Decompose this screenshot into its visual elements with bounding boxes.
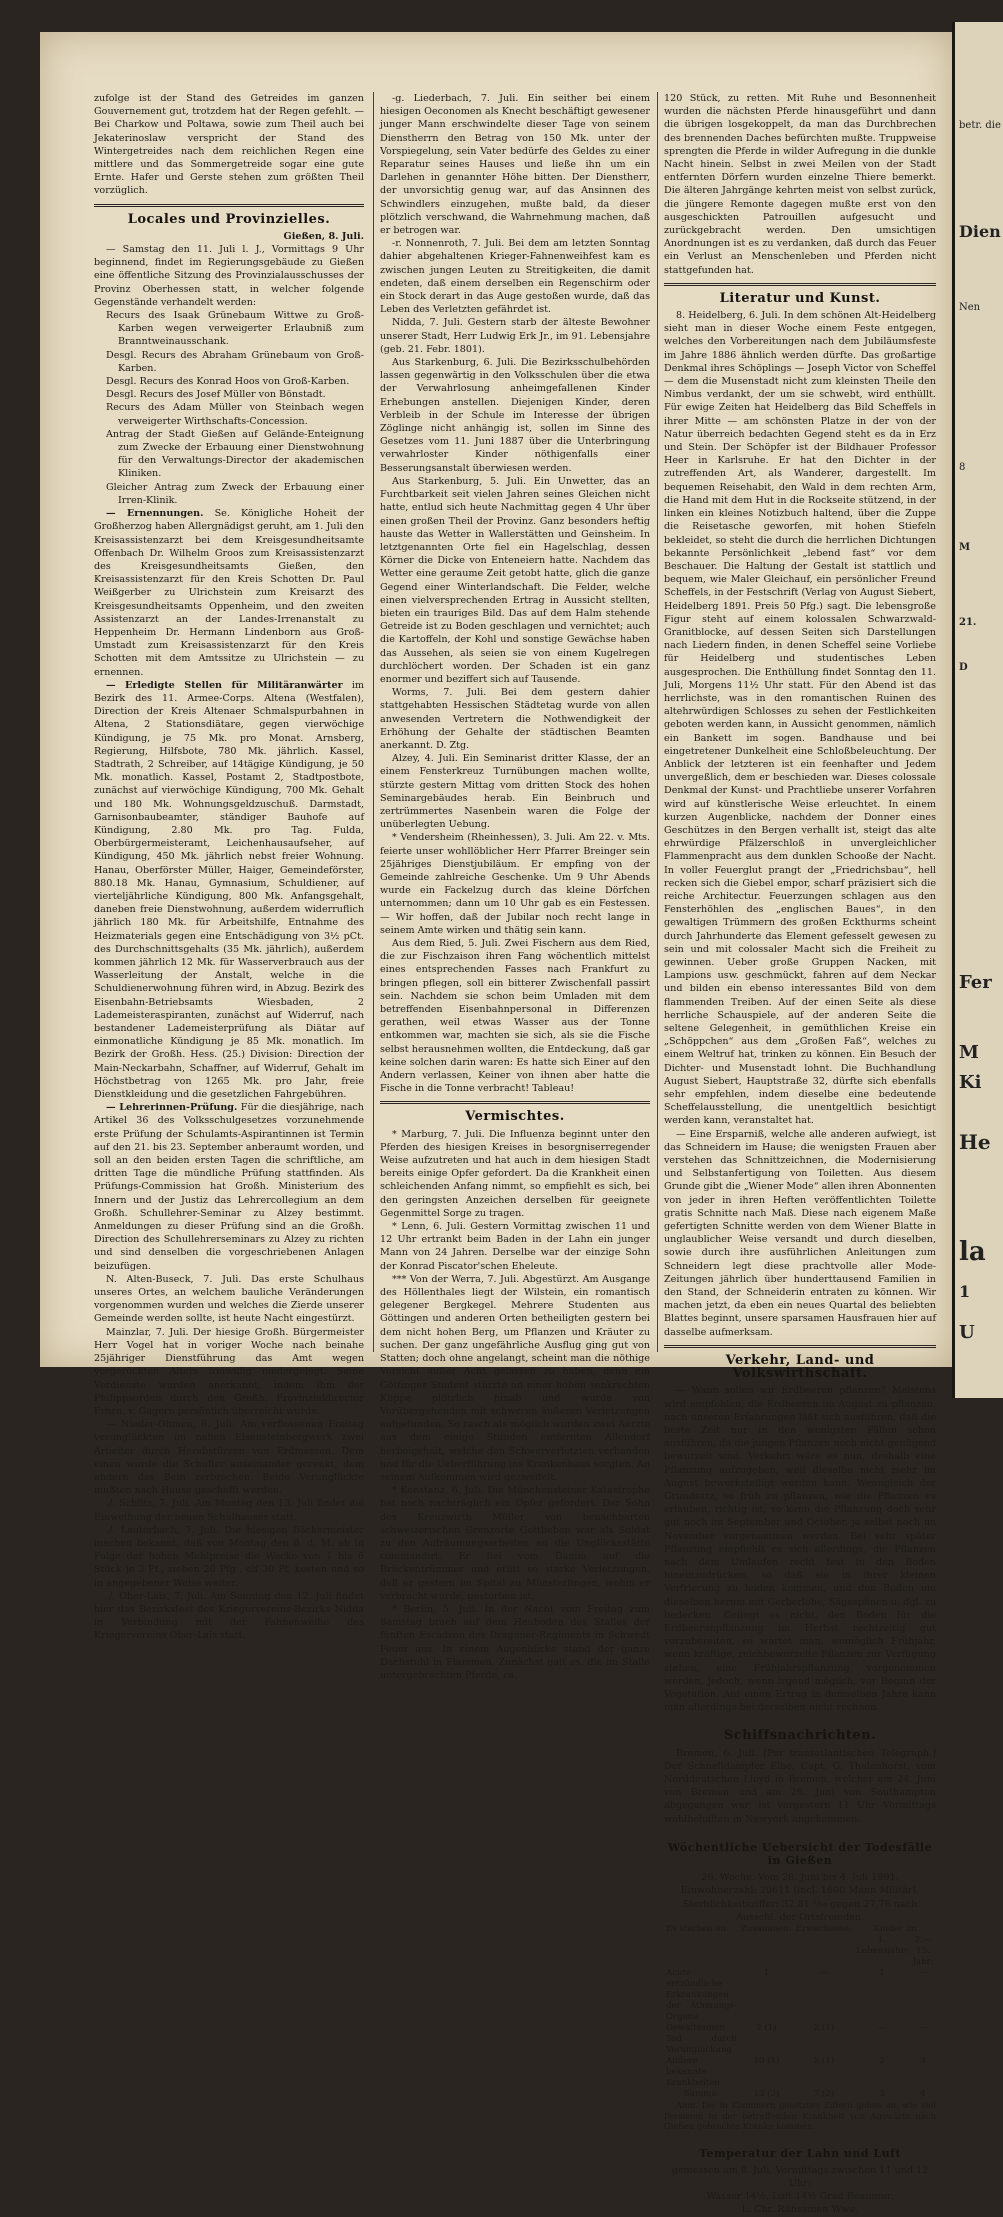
temperature-line: Wasser 14½, Luft 14½ Grad Reaumur. <box>706 2191 894 2203</box>
table-cell: 2 <box>879 2056 885 2067</box>
fragment-text: M <box>959 1042 979 1063</box>
table-cell: 1 <box>763 1968 770 1979</box>
list-item: Gleicher Antrag zum Zweck der Erbauung einer Irren-Klinik. <box>106 481 364 506</box>
article-vendersheim: * Vendersheim (Rheinhessen), 3. Juli. Am 22. v. Mts. feierte unser wohllöblicher Herr Pfarrer Breinger sein 25jähriges Dienstjubiläum. Er empfing von der Gemeinde zahlreiche Geschenke. Um 9 Uhr Abends wurde ein Fackelzug durch das kleine Dörfchen unternommen; dann um 10 Uhr gab es ein Festessen. — Wir hoffen, daß der Jubilar noch recht lange in seinem Amte wirken und thätig sein kann. <box>380 832 650 936</box>
article-lehrer <box>94 1101 364 1273</box>
temperature-signature: L. Chr. Rühsamen Wwe. <box>741 2204 859 2216</box>
section-title-temperatur: Temperatur der Lahn und Luft <box>699 2146 901 2160</box>
list-item: Recurs des Isaak Grünebaum Wittwe zu Groß-Karben wegen verweigerter Erlaubniß zum Branntweinausschank. <box>106 310 364 348</box>
table-cell: Gewaltsamen Tod durch Verunglückung <box>666 2023 737 2056</box>
article-label: — Ernennungen. <box>106 508 204 520</box>
section-title-schiffsnachrichten: Schiffsnachrichten. <box>723 1728 877 1744</box>
article-intro: zufolge ist der Stand des Getreides im ganzen Gouvernement gut, trotzdem hat der Regen gefehlt. — Bei Charkow und Poltawa, sowie zum Theil auch bei Jekaterinoslaw verspricht der Stand des Wintergetreides nach dem reichlichen Regen eine mittlere und das Sommergetreide sogar eine gute Ernte. Hafer und Gerste stehen zum größten Theil vorzüglich. <box>94 93 364 197</box>
table-cell: Summa: <box>683 2089 720 2100</box>
article-schlitz: ./. Schlitz, 7. Juli. Am Montag den 13. Juli findet die Einweihung der neuen Schulhauses statt. <box>94 1498 364 1523</box>
article-ersparnis: — Eine Ersparniß, welche alle anderen aufwiegt, ist das Schneidern im Hause; die wenigsten Frauen aber verstehen das Schnittzeichnen, die Modernisierung und Selbstanfertigung von Toiletten. Aus diesem Grunde gibt die „Wiener Mode“ allen ihren Abonnenten von jeder in ihren Heften veröffentlichten Toilette gratis Schnitte nach Maß. Diese nach eigenem Maße gefertigten Schnitte werden von dem Wiener Blatte in unglaublicher Weise versandt und durch dieselben, sowie durch ihre ausführlichen Anleitungen zum Schneidern legt diese prachtvolle aller Mode-Zeitungen jährlich über hunderttausend Familien in den Stand, der Schneiderin entraten zu können. Wir machen jetzt, da eben ein neues Quartal des beliebten Blattes beginnt, unsere sparsamen Hausfrauen hier auf dasselbe aufmerksam. <box>664 1128 936 1338</box>
article-ried: Aus dem Ried, 5. Juli. Zwei Fischern aus dem Ried, die zur Fischzaison ihren Fang wöchentlich mittelst eines entsprechenden Fasses nach Frankfurt zu bringen pflegen, soll ein bitterer Zwischenfall passirt sein. Nachdem sie schon beim Umladen mit dem betreffenden Eisenbahnpersonal in Differenzen gerathen, weil etwas Wasser aus der Tonne entkommen war, machten sie sich, als sie die Fische selbst herausnehmen wollten, die Entdeckung, daß gar keine solchen darin waren: Es hatte sich Einer auf den Andern verlassen, Keiner von ihnen aber hatte die Fische in die Tonne verbracht! Tableau! <box>380 938 650 1095</box>
stats-population: Einwohnerzahl: 20611 (incl. 1600 Mann Militär). <box>680 1885 920 1897</box>
divider <box>664 1832 936 1835</box>
table-header: 2.—15. Jahr: <box>912 1935 934 1968</box>
article-marburg: * Marburg, 7. Juli. Die Influenza beginnt unter den Pferden des hiesigen Kreises in besorgniserregender Weise aufzutreten und hat auch in dem hiesigen Stadt bereits einige Opfer gefordert. Da die Krankheit einen schleichenden Anfang nimmt, so empfiehlt es sich, bei den geringsten Anzeichen derselben für geeignete Gegenmittel Sorge zu tragen. <box>380 1128 650 1219</box>
article-bremen: Bremen, 6. Juli. [Per transatlantischen Telegraph.] Der Schnelldampfer Elbe, Capt. G. Thalenhorst, vom Norddeutschen Lloyd in Bremen, welcher am 24. Juni von Bremen und am 26. Juni von Southampton abgegangen war, ist vorgestern 11 Uhr Vormittags wohlbehalten in Newyork angekommen. <box>664 1747 936 1825</box>
table-row <box>664 2056 936 2089</box>
table-cell: Andere bekannte Krankheiten <box>666 2056 720 2089</box>
list-item: Desgl. Recurs des Abraham Grünebaum von Groß-Karben. <box>106 349 364 374</box>
fragment-text: He <box>959 1130 991 1154</box>
table-header <box>854 1924 936 1935</box>
fragment-text: D <box>959 662 968 673</box>
fragment-text: 8 <box>959 462 966 473</box>
table-header: 1. Lebensjahr: <box>856 1935 908 1957</box>
section-title-literatur: Literatur und Kunst. <box>719 290 881 306</box>
table-cell: — <box>819 1968 829 1979</box>
table-cell: 4 <box>920 2089 926 2100</box>
divider <box>664 2138 936 2141</box>
section-title-todesfaelle: Wöchentliche Uebersicht der Todesfälle in Gießen <box>667 1840 933 1867</box>
table-cell: 1 <box>879 1968 885 1979</box>
column-2 <box>380 92 650 1682</box>
table-cell: 7 (2) <box>813 2089 835 2100</box>
article-body: im Bezirk des 11. Armee-Corps. Altena (Westfalen), Direction der Kreis Altenaer Schmalspurbahnen in Altena, 2 Stationsdiätare, gegen vierwöchige Kündigung, je 75 Mk. pro Monat. Arnsberg, Regierung, Hilfsbote, 780 Mk. jährlich. Kassel, Stadtrath, 2 Schreiber, auf 14tägige Kündigung, je 50 Mk. monatlich. Kassel, Postamt 2, Stadtpostbote, zunächst auf vierwöchige Kündigung, 700 Mk. Gehalt und 180 Mk. Wohnungsgeldzuschuß. Darmstadt, Garnisonbaubeamter, ständiger Bauhofe auf Kündigung, 2.80 Mk. pro Tag. Fulda, Oberbürgermeisteramt, Leichenhausaufseher, auf Kündigung, 450 Mk. jährlich nebst freier Wohnung. Hanau, Oberförster Müller, Haiger, Gemeindeförster, 880.18 Mk. Hanau, Gymnasium, Schuldiener, auf vierteljährliche Kündigung, 800 Mk. Anfangsgehalt, daneben freie Dienstwohnung, außerdem widerruflich jährlich 180 Mk. für Arbeitshilfe, Entnahme des Heizmaterials gegen eine Entschädigung von 3½ pCt. des Durchschnittsgehalts (35 Mk. jährlich), außerdem kommen jährlich 12 Mk. für Wasserverbrauch aus der Wasserleitung der Anstalt, welche in die Schuldienerwohnung führen wird, in Abzug. Bezirk des Eisenbahn-Betriebsamts Wiesbaden, 2 Lademeisteraspiranten, zunächst auf Widerruf, nach bestandener Lademeisterprüfung als Diätar auf einmonatliche Kündigung je 85 Mk. monatlich. Im Bezirk der Großh. Hess. (25.) Division: Direction der Main-Neckarbahn, Schaffner, auf Widerruf, Gehalt im Höchstbetrag von 1265 Mk. pro Jahr, freie Dienstkleidung und die gesetzlichen Fahrgebühren. <box>94 679 364 1101</box>
list-item: Recurs des Adam Müller von Steinbach wegen verweigerter Wirthschafts-Concession. <box>106 402 364 427</box>
dateline: Gießen, 8. Juli. <box>283 230 364 242</box>
table-header-row <box>664 1935 936 1968</box>
article-stellen <box>94 679 364 1102</box>
article-body: Für die diesjährige, nach Artikel 36 des Volksschulgesetzes vorzunehmende erste Prüfung der Schulamts-Aspirantinnen ist Termin auf den 21. bis 23. September anberaumt worden, und soll an den beiden ersten Tagen die schriftliche, am dritten Tage die mündliche Prüfung stattfinden. Als Prüfungs-Commission hat Großh. Ministerium des Innern und der Justiz das Lehrercollegium an dem Großh. Schullehrer-Seminar zu Alzey bestimmt. Anmeldungen zu dieser Prüfung sind an die Großh. Direction des Schullehrerseminars zu Alzey zu richten und sind denselben die vorgeschriebenen Anlagen beizufügen. <box>94 1102 364 1272</box>
fragment-text: Ki <box>959 1072 982 1093</box>
article-erdbeeren: — Wann sollen wir Erdbeeren pflanzen? Meistens wird empfohlen, die Erdbeeren im August zu pflanzen, nach unseren Erfahrungen läßt sich ausführen, daß die beste Zeit nur in den wenigsten Fällen schon ausführen, da die jungen Pflanzen noch nicht genügend bewurzelt sind. Verkehrt wäre es nun, deshalb eine Pflanzung aufzugeben, weil dieselbe nicht mehr im August bewerkstelligt werden kann. Wenngleich der Grundsatz, so früh zu pflanzen, wie die Pflanzen es erlauben, richtig ist, so kann die Pflanzung doch sehr gut noch im September und October, ja selbst noch im November vorgenommen werden. Bei sehr später Pflanzung empfiehlt es sich allerdings, die Pflanzen nach dem Umlaufen recht fest in den Boden hineinzudrücken, so daß sie in ihrer kleinen Verfrierung zu leiden kommen, und den Boden um dieselben herum mit Gerberlohe, Sägespänen u. dgl. zu bedecken. Gelingt es nicht, den Boden für die Erdbeeranpflanzung im Herbst rechtzeitig gut vorzubereiten, so wartet man, womöglich Frühjahr, wenn kräftige, reichbewurzelte Pflanzen zur Verfügung stehen, eine Frühjahrspflanzung vorgenommen werden, jedoch, wenn irgend möglich, vor Beginn der Vegetation. Auf einen Ertrag in demselben Jahre kann man allerdings bei derselben nicht rechnen. <box>664 1385 936 1714</box>
article-continued: 120 Stück, zu retten. Mit Ruhe und Besonnenheit wurden die nächsten Pferde hinausgeführt und dann die übrigen losgekoppelt, da man das Durchbrechen des brennenden Daches befürchten mußte. Truppweise sprengten die Pferde in wilder Aufregung in die dunkle Nacht hinein. Selbst in zwei Meilen von der Stadt entfernten Dörfern wurden einzelne Thiere bemerkt. Die älteren Jahrgänge kehrten meist von selbst zurück, die jüngere Remonte dagegen mußte erst von den ausgeschickten Patrouillen aufgesucht und zurückgebracht werden. Den umsichtigen Anordnungen ist es zu verdanken, daß durch das Feuer ein Verlust an Menschenleben und Pferden nicht stattgefunden hat. <box>664 93 936 276</box>
newspaper-page <box>40 32 952 2216</box>
divider <box>664 1345 936 1348</box>
divider <box>664 1720 936 1723</box>
table-header-row <box>664 1924 936 1935</box>
table-header-kinder: Kinder <box>873 1924 903 1935</box>
article-mainzlar: Mainzlar, 7. Juli. Der hiesige Großh. Bürgermeister Herr Vogel hat in voriger Woche nach beinahe 25jähriger Dienstführung das Amt wegen vorgerückten Alters freiwillig niedergelegt. Seine Verdienste wurden anerkannt, indem ihm der Philippsorden durch den Großh. Provinzialdirector Frhrn. v. Gagern persönlich überreicht wurde. <box>94 1326 364 1417</box>
adjacent-page-edge <box>952 22 1003 1398</box>
stats-note: Anm. Die in Klammern gesetzten Ziffern geben an, wie viel Personen in der betreffenden Krankheit von Auswärts nach Gießen gebrachte Kranke kommen. <box>664 2100 936 2132</box>
article-nidda: Nidda, 7. Juli. Gestern starb der älteste Bewohner unserer Stadt, Herr Ludwig Erk Jr., im 91. Lebensjahre (geb. 21. Febr. 1801). <box>380 317 650 355</box>
column-3 <box>664 92 936 2217</box>
table-cell: 5 (1) <box>813 2056 835 2067</box>
article-berlin: * Berlin, 5. Juli. In der Nacht vom Freitag zum Samstag brach auf dem Heuboden des Stalles der fünften Escadron des Dragoner-Regiments in Schwedt Feuer aus. In einem Augenblicke stand der ganze Dachstuhl in Flammen. Zunächst galt es, die im Stalle untergebrachten Pferde, ca. <box>380 1603 650 1681</box>
fragment-text: U <box>959 1322 975 1343</box>
fragment-text: Nen <box>959 302 981 313</box>
list-item: Antrag der Stadt Gießen auf Gelände-Enteignung zum Zwecke der Erbauung einer Dienstwohnung für den Verwaltungs-Director der akademischen Kliniken. <box>106 428 364 480</box>
article-ohmen: — Nieder-Ohmen, 6. Juli. Am verflossenen Freitag verunglückten im nahen Eisensteinbergwerk zwei Arbeiter durch Herabstürzen von Erdmassen. Dem einen wurde die Schulter auseinander gerenkt, dem andern das Bein zerbrochen. Beide Verunglückte mußten nach Hause geschafft werden. <box>94 1419 364 1497</box>
article-alzey: Alzey, 4. Juli. Ein Seminarist dritter Klasse, der an einem Fensterkreuz Turnübungen machen wollte, stürzte gestern Mittag vom dritten Stock des hohen Seminargebäudes herab. Ein Beinbruch und zertrümmertes Nasenbein waren die Folge der unüberlegten Uebung. <box>380 753 650 831</box>
temperature-line: gemessen am 8. Juli, Vormittags zwischen 11 und 12 Uhr: <box>671 2164 929 2189</box>
article-starkenburg: Aus Starkenburg, 6. Juli. Die Bezirksschulbehörden lassen gegenwärtig in den Volksschulen über die etwa der Verwahrlosung anheimgefallenen Kinder Erhebungen anstellen. Diejenigen Kinder, deren Verbleib in der Schule im Interesse der übrigen Zöglinge nicht anhängig ist, sollen im Sinne des Gesetzes vom 11. Juni 1887 über die Unterbringung verwahrloster Kinder nöthigenfalls einer Besserungsanstalt überwiesen werden. <box>380 357 650 474</box>
table-cell: 10 (1) <box>753 2056 780 2067</box>
article-lauterbach: ./. Lauterbach, 7. Juli. Die hiesigen Bäckermeister machen bekannt, daß von Montag den 6. d. M. ab in Folge der hohen Mehlpreise die Wecke von 1 bis 6 Stück je 3 Pf., sieben 20 Pfg., elf 30 Pf. kosten und so in angegebener Weise weiter. <box>94 1524 364 1589</box>
table-header: Erwachsene: <box>795 1924 853 1935</box>
table-row <box>664 2089 936 2100</box>
stats-week: 26. Woche. Vom 28. Juni bis 4. Juli 1891. <box>701 1872 899 1884</box>
divider <box>380 1101 650 1104</box>
article-laisz: ./. Ober-Lais, 7. Juli. Am Sonntag den 12. Juli findet hier das Bezirksfest des Kriegervereins-Bezirks Nidda in Verbindung mit der Fahnenweihe des Kriegervereins Ober-Lais statt. <box>94 1590 364 1642</box>
article-konstanz: * Konstanz, 6. Juli. Die Münchensteiner Katastrophe hat noch nachträglich ein Opfer gefordert. Der Sohn des Kreuzwirth Müller von benachbarten schweizerischen Grenzorte Gottlieben war als Soldat zu den Aufräumungsarbeiten an die Unglücksstätte commandirt. Er fiel vom Damm auf die Brückentrümmer und erlitt so starke Verletzungen, daß er gestern im Spital zu Münsterlingen, wohin er verbracht wurde, gestorben ist. <box>380 1485 650 1602</box>
column-1 <box>94 92 364 1643</box>
table-header-im: im <box>905 1924 917 1935</box>
article-nonnenroth: -r. Nonnenroth, 7. Juli. Bei dem am letzten Sonntag dahier abgehaltenen Krieger-Fahnenweihfest kam es zwischen jungen Leuten zu Streitigkeiten, die damit endeten, daß einem derselben ein Regenschirm oder ein Stock derart in das Auge gestoßen wurde, daß das Leben des Verletzten gefährdet ist. <box>380 238 650 316</box>
article-starkenburg-2: Aus Starkenburg, 5. Juli. Ein Unwetter, das an Furchtbarkeit seit vielen Jahren seines Gleichen nicht hatte, entlud sich heute Nachmittag gegen 4 Uhr über einen großen Theil der Provinz. Ganz besonders heftig hauste das Wetter in Wallerstätten und Geinsheim. In letztgenannten Orte fiel ein Hagelschlag, dessen Körner die Dicke von Enteneiern hatte. Nachdem das Wetter eine geraume Zeit getobt hatte, glich die ganze Gegend einer Winterlandschaft. Die Felder, welche einen vielversprechenden Ertrag in Aussicht stellten, bieten ein trauriges Bild. Das auf dem Halm stehende Getreide ist zu Boden geschlagen und vernichtet; auch die Kartoffeln, der Kohl und sonstige Gewächse haben das Aussehen, als seien sie von einem Kugelregen durchlöchert worden. Der Schaden ist ein ganz enormer und beziffert sich auf Tausende. <box>380 475 650 685</box>
deaths-table <box>664 1924 936 2100</box>
table-cell: — <box>918 1968 928 1979</box>
stats-rate: Sterblichkeitsziffer: 32,81 ⁰/₀₀ gegen 27,76 nach Ausschl. der Ortsfremden. <box>682 1898 918 1923</box>
article-lenn: * Lenn, 6. Juli. Gestern Vormittag zwischen 11 und 12 Uhr ertrankt beim Baden in der Lahn ein junger Mann von 24 Jahren. Derselbe war der einzige Sohn der Konrad Piscator'schen Eheleute. <box>380 1221 650 1272</box>
fragment-text: M <box>959 542 971 553</box>
divider <box>94 204 364 207</box>
table-header: Es starben an: <box>666 1924 729 1935</box>
article-label: — Lehrerinnen-Prüfung. <box>106 1102 238 1114</box>
table-cell: 3 <box>920 2056 926 2067</box>
article-heidelberg: 8. Heidelberg, 6. Juli. In dem schönen Alt-Heidelberg sieht man in dieser Woche einem Feste entgegen, welches den Vorbereitungen nach dem Jubiläumsfeste im Jahre 1886 ähnlich werden dürfte. Das großartige Denkmal ihres Schöplings — Joseph Victor von Scheffel — dem die Musenstadt nicht zum kleinsten Theile den Nimbus verdankt, der um sie schwebt, wird enthüllt. Für ewige Zeiten hat Heidelberg das Bild Scheffels in ihrer Mitte — am schönsten Platze in der von der Natur überreich bedachten Gegend steht es da in Erz und Stein. Der Schöpfer ist der Bildhauer Professor Heer in Karlsruhe. Er hat den Dichter in der zutreffenden Art, als Wanderer, dargestellt. Im bequemen Reisehabit, den Wald in dem rechten Arm, die Hand mit dem Hut in die Rockseite stützend, in der linken ein kleines Notizbuch haltend, über die Zuppe die Reisetasche geworfen, mit hohen Stiefeln bekleidet, so steht die durch die herrlichen Dichtungen bekannte Persönlichkeit „lebend fast“ vor dem Beschauer. Die Haltung der Gestalt ist stattlich und bequem, wie Maler Gleichauf, ein persönlicher Freund Scheffels, in der Festschrift (Verlag von August Siebert, Heidelberg 1891. Preis 50 Pfg.) sagt. Die lebensgroße Figur steht auf einem kolossalen Schwarzwald-Granitblocke, auf dessen Seiten sich Darstellungen nach Liedern finden, in denen Scheffel seine Vorliebe für Heidelberg und studentisches Leben ausgesprochen. Die Enthüllung findet Sonntag den 11. Juli, Morgens 11½ Uhr statt. Für den Abend ist das herrlichste, was in den romantischen Ruinen des altehrwürdigen Schlosses zu sehen der Festlichkeiten geboten werden kann, in Aussicht genommen, nämlich ein Bankett im sogen. Bandhause und bei eingetretener Dunkelheit eine Schloßbeleuchtung. Der Anblick der letzteren ist ein feenhafter und Jedem unvergeßlich, dem er beschieden war. Dieses colossale Denkmal der Kunst- und Prachtliebe unserer Vorfahren wird auf künstlerische Weise erleuchtet. In einem kurzen Augenblicke, nachdem der Donner eines Geschützes in den Bergen verhallt ist, steigt das alte ehrwürdige Pfälzerschloß in unvergleichlicher Flammenpracht aus dem dunklen Schooße der Nacht. In voller Feuerglut prangt der „Friedrichsbau“, hell recken sich die Giebel empor, scharf präzisiert sich die reiche Architectur. Feuerzungen schlagen aus den Fensterhöhlen des „englischen Baues“, in den gewaltigen Trümmern des großen Eckthurms scheint durch Jahrhunderte das Element gefesselt gewesen zu sein und mit colossaler Macht sich die Freiheit zu gewinnen. Ueber große Gruppen Nacken, mit Lampions usw. geschmückt, fahren auf dem Neckar und bilden ein ebenso interessantes Bild von dem flammenden Treiben. Auf der einen Seite als diese herrliche Schauspiele, auf der anderen Seite die seltene Gelegenheit, in gemüthlichen Kreise ein „Schöppchen“ aus dem „Großen Faß“, welches zu einem Weltruf hat, trinken zu können. Ein Besuch der Dichter- und Musenstadt lohnt. Die Buchhandlung August Siebert, Hauptstraße 32, dürfte sich ebenfalls sehr empfehlen, indem dieselbe eine bedeutende Scheffelausstellung, die unentgeltlich besichtigt werden kann, veranstaltet hat. <box>664 310 936 1127</box>
fragment-text: Fer <box>959 972 992 993</box>
list-item: Desgl. Recurs des Josef Müller von Bönstadt. <box>106 389 326 401</box>
fragment-text: betr. die <box>959 120 1001 131</box>
section-title-locales: Locales und Provinzielles. <box>127 211 331 227</box>
article-body: Se. Königliche Hoheit der Großherzog haben Allergnädigst geruht, am 1. Juli den Kreisassistenzarzt bei dem Kreisgesundheitsamte Offenbach Dr. Wilhelm Groos zum Kreisassistenzarzt des Kreisgesundheitsamts Gießen, den Kreisassistenzarzt für den Kreis Schotten Dr. Paul Weißgerber zu Ulrichstein zum Kreisarzt des Kreisgesundheitsamts Oppenheim, und den zweiten Assistenzarzt an der Landes-Irrenanstalt zu Heppenheim Dr. Hermann Lindenborn aus Groß-Umstadt zum Kreisassistenzarzt für den Kreis Schotten mit dem Amtssitze zu Ulrichstein — zu ernennen. <box>94 508 364 678</box>
table-cell: 3 <box>879 2089 885 2100</box>
article-liederbach: -g. Liederbach, 7. Juli. Ein seither bei einem hiesigen Oeconomen als Knecht beschäftigt gewesener junger Mann erschwindelte dieser Tage von seinem Dienstherrn den Betrag von 150 Mk. unter der Vorspiegelung, sein Vater bedürfe des Geldes zu einer Reparatur seines Hauses und ließe ihn um ein Darlehen in genannter Höhe bitten. Der Dienstherr, der unvorsichtig genug war, auf das Ansinnen des Schwindlers einzugehen, mußte bald, da dieser plötzlich verschwand, die Wahrnehmung machen, daß er betrogen war. <box>380 93 650 237</box>
list-item: Desgl. Recurs des Konrad Hoos von Groß-Karben. <box>106 376 350 388</box>
table-row <box>664 1968 936 2023</box>
column-divider <box>373 92 374 1352</box>
article-sitzung: — Samstag den 11. Juli l. J., Vormittags 9 Uhr beginnend, findet im Regierungsgebäude zu Gießen eine öffentliche Sitzung des Provinzialausschusses der Provinz Oberhessen statt, in welcher folgende Gegenstände verhandelt werden: <box>94 244 364 308</box>
article-busek: N. Alten-Buseck, 7. Juli. Das erste Schulhaus unseres Ortes, an welchem bauliche Veränderungen vorgenommen wurden und welches die Zierde unserer Gemeinde werden sollte, ist heute Nacht eingestürzt. <box>94 1273 364 1325</box>
fragment-text: 21. <box>959 617 977 628</box>
table-header: Zusammen: <box>740 1924 792 1935</box>
table-cell: — <box>877 2023 887 2034</box>
article-worms: Worms, 7. Juli. Bei dem gestern dahier stattgehabten Hessischen Städtetag wurde von allen anwesenden Vertretern die Nothwendigkeit der Erhöhung der Gehalte der städtischen Beamten anerkannt. D. Ztg. <box>380 687 650 751</box>
section-title-verkehr: Verkehr, Land- und Volkswirthschaft. <box>725 1352 875 1382</box>
table-row <box>664 2023 936 2056</box>
table-cell: Acute entzündliche Erkrankungen der Athmungs-Organe <box>666 1968 737 2023</box>
column-divider <box>657 92 658 1352</box>
article-werra: *** Von der Werra, 7. Juli. Abgestürzt. Am Ausgange des Höllenthales liegt der Wilstein, ein romantisch gelegener Bergkegel. Mehrere Studenten aus Göttingen und anderen Orten betheiligten gestern bei dem nicht hohen Berg, um Pflanzen und Kräuter zu suchen. Der ganz ungefährliche Ausflug ging gut von Statten; doch ohne angelangt, scheint man die nöthige Vorsicht außer Acht gelassen zu haben, denn ein Göttinger Student stürzte an einer hohen senkrechten Klippe plötzlich hinab und wurde von Vorübergehenden mit schweren äußeren Verletzungen aufgefunden. So rasch als möglich wurden zwei Aerzte aus dem einige Stunden entfernten Allendorf herbeigeholt, welche den Schwerverletzten verbanden und für die Ueberführung ins Krankenhaus sorgten. An seinem Aufkommen wird gezweifelt. <box>380 1273 650 1483</box>
section-title-vermischtes: Vermischtes. <box>465 1109 565 1125</box>
table-cell: 2 (1) <box>813 2023 835 2034</box>
table-cell: 2 (1) <box>756 2023 777 2034</box>
article-ernennungen <box>94 507 364 679</box>
divider <box>664 283 936 286</box>
article-label: — Erledigte Stellen für Militäranwärter <box>106 679 343 691</box>
fragment-text: 1 <box>959 1282 971 1301</box>
fragment-text: Dien <box>959 222 1001 241</box>
fragment-text: la <box>959 1237 986 1267</box>
table-cell: — <box>918 2023 928 2034</box>
table-cell: 13 (2) <box>753 2089 780 2100</box>
